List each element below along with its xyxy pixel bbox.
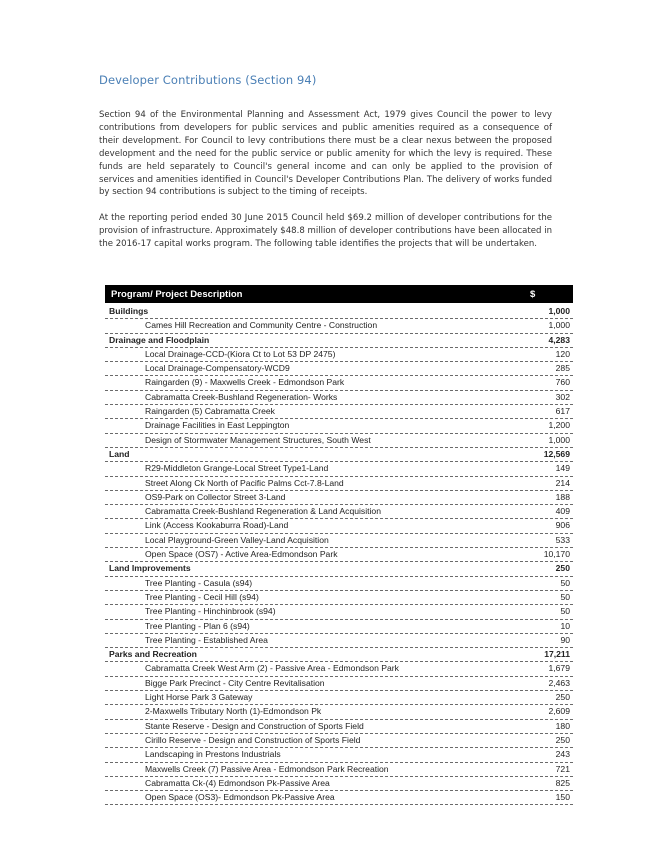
project-amount: 1,679 [548, 663, 570, 674]
project-amount: 50 [560, 577, 570, 588]
project-label: Raingarden (9) - Maxwells Creek - Edmondson Park [145, 377, 345, 388]
project-amount: 760 [555, 377, 570, 388]
project-amount: 90 [560, 634, 570, 645]
project-amount: 2,463 [548, 677, 570, 688]
project-label: Cirillo Reserve - Design and Construction of Sports Field [145, 734, 361, 745]
table-row [105, 777, 573, 791]
category-label: Buildings [109, 306, 149, 316]
project-label: Street Along Ck North of Pacific Palms Cct-7.8-Land [145, 477, 344, 488]
project-label: Tree Planting - Cecil Hill (s94) [145, 591, 259, 602]
category-row [105, 448, 573, 462]
project-label: Local Drainage-CCD-(Kiora Ct to Lot 53 DP 2475) [145, 348, 336, 359]
section-heading: Developer Contributions (Section 94) [99, 73, 317, 87]
project-label: Raingarden (5) Cabramatta Creek [145, 406, 275, 417]
project-label: Design of Stormwater Management Structures, South West [145, 434, 371, 445]
table-row [105, 591, 573, 605]
table-row [105, 362, 573, 376]
table-row [105, 605, 573, 619]
project-amount: 617 [555, 406, 570, 417]
project-label: Tree Planting - Hinchinbrook (s94) [145, 606, 276, 617]
funding-paragraph: At the reporting period ended 30 June 2015 Council held $69.2 million of developer contributions for the provision of infrastructure. Approximately $48.8 million of developer contributions have been allocated in the 2016-17 capital works program. The following table identifies the projects that will be undertaken. [99, 213, 552, 249]
project-label: Cames Hill Recreation and Community Centre - Construction [145, 320, 378, 331]
project-label: Open Space (OS7) - Active Area-Edmondson Park [145, 549, 338, 560]
project-amount: 285 [555, 363, 570, 374]
project-label: Cabramatta Creek-Bushland Regeneration & Land Acquisition [145, 506, 381, 517]
project-label: Bigge Park Precinct - City Centre Revitalisation [145, 677, 325, 688]
header-amount: $ [530, 289, 536, 300]
category-amount: 1,000 [548, 306, 570, 316]
project-label: Tree Planting - Established Area [145, 634, 268, 645]
table-row [105, 319, 573, 333]
project-amount: 50 [560, 606, 570, 617]
table-row [105, 705, 573, 719]
table-row [105, 405, 573, 419]
project-amount: 243 [555, 749, 570, 760]
project-label: 2-Maxwells Tributary North (1)-Edmondson Pk [145, 706, 322, 717]
project-amount: 1,200 [548, 420, 570, 431]
table-row [105, 505, 573, 519]
project-amount: 150 [555, 792, 570, 803]
table-row [105, 477, 573, 491]
project-amount: 180 [555, 720, 570, 731]
category-amount: 250 [555, 563, 570, 574]
project-amount: 10,170 [543, 549, 570, 560]
table-row [105, 534, 573, 548]
project-label: Link (Access Kookaburra Road)-Land [145, 520, 289, 531]
category-amount: 4,283 [548, 334, 570, 345]
table-row [105, 577, 573, 591]
table-row [105, 720, 573, 734]
project-amount: 50 [560, 591, 570, 602]
category-row [105, 562, 573, 576]
project-amount: 149 [555, 463, 570, 474]
table-row [105, 677, 573, 691]
table-row [105, 620, 573, 634]
category-label: Parks and Recreation [109, 649, 197, 660]
project-amount: 214 [555, 477, 570, 488]
project-label: Cabramatta Ck-(4) Edmondson Pk-Passive Area [145, 777, 330, 788]
category-amount: 12,569 [543, 448, 570, 459]
project-amount: 188 [555, 491, 570, 502]
project-label: Tree Planting - Plan 6 (s94) [145, 620, 250, 631]
project-amount: 302 [555, 391, 570, 402]
table-row [105, 791, 573, 805]
table-row [105, 519, 573, 533]
table-row [105, 491, 573, 505]
project-label: Open Space (OS3)- Edmondson Pk-Passive Area [145, 792, 335, 803]
table-row [105, 434, 573, 448]
table-row [105, 691, 573, 705]
project-amount: 1,000 [548, 320, 570, 331]
project-label: Light Horse Park 3 Gateway [145, 692, 253, 703]
project-label: Landscaping in Prestons Industrials [145, 749, 281, 760]
project-label: Local Playground-Green Valley-Land Acquisition [145, 534, 329, 545]
category-label: Drainage and Floodplain [109, 334, 210, 345]
project-label: Tree Planting - Casula (s94) [145, 577, 253, 588]
project-amount: 1,000 [548, 434, 570, 445]
intro-paragraph: Section 94 of the Environmental Planning and Assessment Act, 1979 gives Council the power to levy contributions from developers for public services and public amenities required as a consequence of their development. For Council to levy contributions there must be a clear nexus between the proposed development and the need for the public service or public amenity for which the levy is required. These funds are held separately to Council's general income and can only be applied to the provision of services and amenities identified in Council's Developer Contributions Plan. The delivery of works funded by section 94 contributions is subject to the timing of receipts. [99, 110, 552, 198]
table-row [105, 634, 573, 648]
category-label: Land [109, 448, 130, 459]
project-label: Local Drainage-Compensatory-WCD9 [145, 363, 290, 374]
project-amount: 825 [555, 777, 570, 788]
project-amount: 10 [560, 620, 570, 631]
table-row [105, 462, 573, 476]
project-label: Stante Reserve - Design and Construction of Sports Field [145, 720, 364, 731]
project-label: OS9-Park on Collector Street 3-Land [145, 491, 286, 502]
project-label: Cabramatta Creek West Arm (2) - Passive Area - Edmondson Park [145, 663, 399, 674]
table-row [105, 662, 573, 676]
header-description: Program/ Project Description [111, 289, 243, 300]
table-row [105, 391, 573, 405]
table-row [105, 419, 573, 433]
project-amount: 906 [555, 520, 570, 531]
table-row [105, 548, 573, 562]
table-row [105, 376, 573, 390]
table-row [105, 748, 573, 762]
table-body [105, 305, 573, 805]
project-amount: 250 [555, 692, 570, 703]
project-amount: 2,609 [548, 706, 570, 717]
category-amount: 17,211 [544, 649, 570, 660]
project-amount: 533 [555, 534, 570, 545]
project-label: R29-Middleton Grange-Local Street Type1-Land [145, 463, 329, 474]
table-row [105, 348, 573, 362]
project-amount: 120 [555, 348, 570, 359]
category-row [105, 305, 573, 319]
project-label: Maxwells Creek (7) Passive Area - Edmondson Park Recreation [145, 763, 389, 774]
project-label: Cabramatta Creek-Bushland Regeneration- Works [145, 391, 338, 402]
projects-table [105, 285, 573, 805]
table-row [105, 734, 573, 748]
table-row [105, 763, 573, 777]
project-label: Drainage Facilities in East Leppington [145, 420, 290, 431]
table-header [105, 285, 573, 303]
category-label: Land Improvements [109, 563, 191, 574]
project-amount: 721 [555, 763, 570, 774]
project-amount: 250 [555, 734, 570, 745]
category-row [105, 334, 573, 348]
category-row [105, 648, 573, 662]
project-amount: 409 [555, 506, 570, 517]
